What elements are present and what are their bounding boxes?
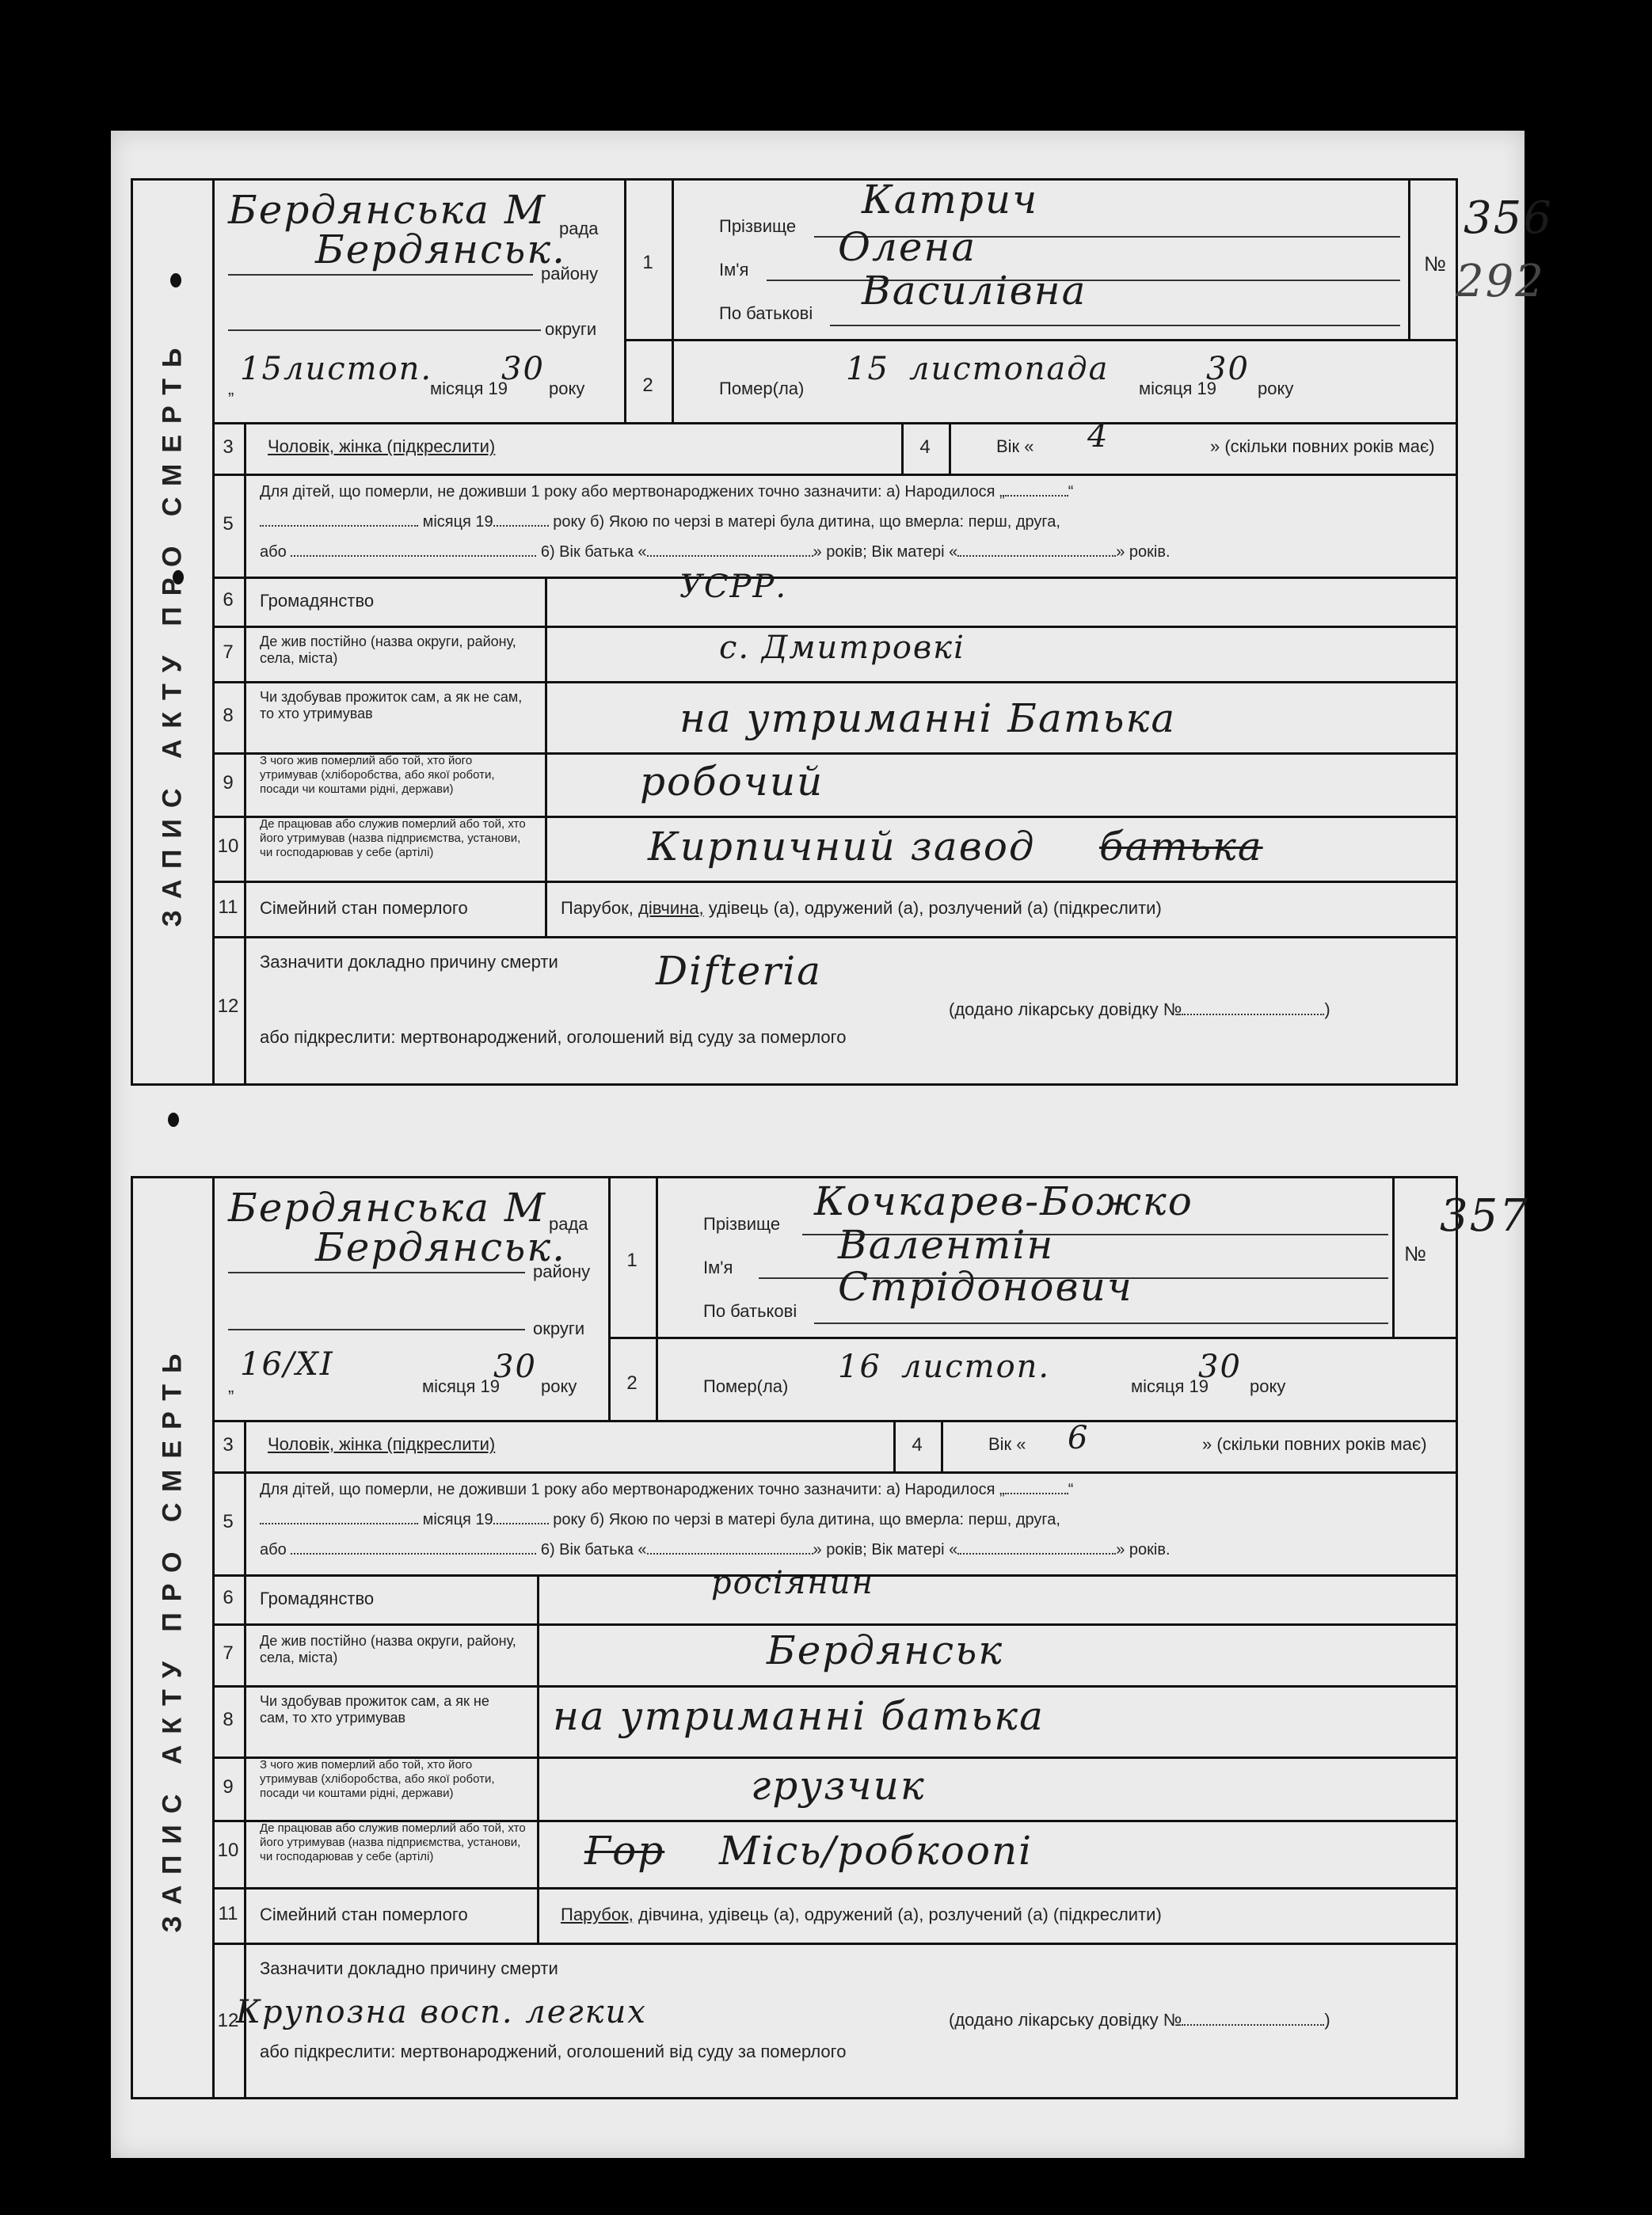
record-number: 357: [1440, 1190, 1529, 1242]
rada-handwritten: Бердянська М: [228, 187, 547, 233]
death-day-handwritten: 15: [846, 351, 889, 387]
row-workplace: 10 Де працював або служив померлий або той, хто його утримував (назва підприємства, установи, чи господарював у себе (артілі) Гор Місь/робкоопі: [212, 1820, 1456, 1890]
form-side-title: ЗАПИС АКТУ ПРО СМЕРТЬ: [133, 1178, 215, 2097]
death-month-handwritten: листоп.: [901, 1349, 1051, 1385]
residence-handwritten: Бердянськ: [767, 1627, 1004, 1673]
header-block: Бердянська М рада Бердянськ. району округи 1 Прізвище Кочкарев-Божко Ім'я Валентін По батькові Стрідонович № 357 „ 16/XI місяця 19 30 року 2 Помер(ла) 16 листоп. місяця 19 30 року: [212, 1178, 1456, 1422]
row-citizenship: 6 Громадянство УСРР.: [212, 577, 1456, 628]
record-number-alt: 292: [1456, 256, 1545, 307]
cause-handwritten: Крупозна восп. легких: [236, 1994, 647, 2030]
workplace-struck-handwritten: Гор: [584, 1828, 665, 1874]
record-number: 356: [1464, 192, 1553, 244]
reg-date-handwritten: 16/XI: [240, 1346, 334, 1383]
row-citizenship: 6 Громадянство росіянин: [212, 1574, 1456, 1626]
support-handwritten: на утриманні батька: [553, 1693, 1045, 1739]
age-handwritten: 6: [1068, 1420, 1090, 1456]
residence-handwritten: с. Дмитровкі: [719, 630, 965, 666]
sex-age-row: 3 Чоловік, жінка (підкреслити) 4 Вік « 6 » (скільки повних років має): [212, 1420, 1456, 1474]
row-occupation: 9 З чого жив померлий або той, хто його утримував (хліборобства, або якої роботи, посади чи коштами рідні, держави) грузчик: [212, 1756, 1456, 1822]
row-occupation: 9 З чого жив померлий або той, хто його утримував (хліборобства, або якої роботи, посади чи коштами рідні, держави) робочий: [212, 752, 1456, 818]
workplace-handwritten: Кирпичний завод: [648, 824, 1036, 870]
citizenship-handwritten: росіянин: [711, 1565, 874, 1601]
document-page: [111, 131, 1553, 2158]
patronymic-handwritten: Стрідонович: [838, 1264, 1133, 1310]
row-cause: 12 Зазначити докладно причину смерти Difteria (додано лікарську довідку № ) або підкреслити: мертвонароджений, оголошений від суду за померлого: [212, 936, 1456, 1083]
rayon-handwritten: Бердянськ.: [315, 1224, 567, 1270]
cause-handwritten: Difteria: [656, 948, 822, 994]
reg-month-handwritten: листоп.: [284, 351, 433, 387]
reg-year-handwritten: 30: [493, 1349, 537, 1385]
support-handwritten: на утриманні Батька: [679, 695, 1177, 741]
death-day-handwritten: 16: [838, 1349, 881, 1385]
name-handwritten: Валентін: [838, 1222, 1055, 1268]
surname-handwritten: Катрич: [862, 177, 1039, 223]
header-block: Бердянська М рада Бердянськ. району округи 1 Прізвище Катрич Ім'я Олена По батькові Василівна № 356 292 „ 15 листоп. місяця 19 30 року 2 Помер(ла) 15 листопада місяця 19 30 року: [212, 181, 1456, 424]
workplace-struck-handwritten: батька: [1099, 824, 1263, 870]
workplace-handwritten: Місь/робкоопі: [719, 1828, 1033, 1874]
row-support: 8 Чи здобував прожиток сам, а як не сам, то хто утримував на утриманні батька: [212, 1685, 1456, 1759]
reg-year-handwritten: 30: [501, 351, 545, 387]
death-record-form-1: [131, 177, 1553, 1086]
reg-day-handwritten: 15: [240, 351, 284, 387]
occupation-handwritten: грузчик: [751, 1763, 926, 1809]
name-handwritten: Олена: [838, 224, 977, 270]
surname-handwritten: Кочкарев-Божко: [814, 1178, 1193, 1224]
row-marital: 11 Сімейний стан померлого Парубок, дівчина, удівець (а), одружений (а), розлучений (а) (підкреслити): [212, 1887, 1456, 1945]
row-cause: 12 Зазначити докладно причину смерти Крупозна восп. легких (додано лікарську довідку № ) або підкреслити: мертвонароджений, оголошений від суду за померлого: [212, 1943, 1456, 2097]
punch-hole: [168, 1113, 179, 1127]
form-side-title: ЗАПИС АКТУ ПРО СМЕРТЬ: [133, 181, 215, 1083]
rayon-handwritten: Бердянськ.: [315, 226, 567, 272]
age-handwritten: 4: [1087, 418, 1110, 455]
occupation-handwritten: робочий: [640, 759, 824, 805]
row-residence: 7 Де жив постійно (назва округи, району, села, міста) Бердянськ: [212, 1623, 1456, 1688]
children-row: 5 Для дітей, що померли, не доживши 1 року або мертвонароджених точно зазначити: а) Народилося „ “ місяця 19 року б) Якою по черзі в матері була дитина, що вмерла: перш, друга, або 6) Вік батька « » років; Вік матері « » років.: [212, 474, 1456, 579]
row-support: 8 Чи здобував прожиток сам, а як не сам, то хто утримував на утриманні Батька: [212, 681, 1456, 755]
rada-handwritten: Бердянська М: [228, 1185, 547, 1231]
death-month-handwritten: листопада: [909, 351, 1110, 387]
patronymic-handwritten: Василівна: [862, 268, 1087, 314]
children-row: 5 Для дітей, що померли, не доживши 1 року або мертвонароджених точно зазначити: а) Народилося „ “ місяця 19 року б) Якою по черзі в матері була дитина, що вмерла: перш, друга, або 6) Вік батька « » років; Вік матері « » років.: [212, 1471, 1456, 1577]
death-year-handwritten: 30: [1198, 1349, 1242, 1385]
citizenship-handwritten: УСРР.: [679, 569, 788, 605]
row-marital: 11 Сімейний стан померлого Парубок, дівчина, удівець (а), одружений (а), розлучений (а) (підкреслити): [212, 881, 1456, 938]
sex-age-row: 3 Чоловік, жінка (підкреслити) 4 Вік « 4 » (скільки повних років має): [212, 422, 1456, 476]
death-record-form-2: [131, 1176, 1529, 2099]
death-year-handwritten: 30: [1206, 351, 1250, 387]
row-workplace: 10 Де працював або служив померлий або той, хто його утримував (назва підприємства, установи, чи господарював у себе (артілі) Кирпичний завод батька: [212, 816, 1456, 883]
row-residence: 7 Де жив постійно (назва округи, району, села, міста) с. Дмитровкі: [212, 626, 1456, 683]
